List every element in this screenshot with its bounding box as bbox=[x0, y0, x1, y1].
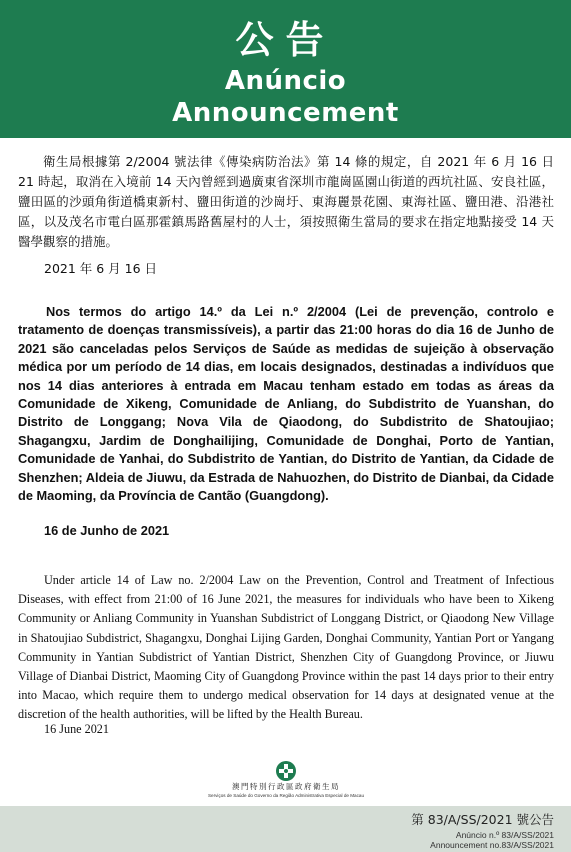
portuguese-date: 16 de Junho de 2021 bbox=[44, 523, 170, 538]
reference-number-portuguese: Anúncio n.º 83/A/SS/2021 bbox=[455, 830, 554, 840]
health-bureau-emblem-icon bbox=[275, 760, 297, 782]
chinese-date: 2021 年 6 月 16 日 bbox=[44, 261, 158, 276]
title-portuguese: Anúncio bbox=[224, 66, 347, 96]
reference-number-english: Announcement no.83/A/SS/2021 bbox=[430, 840, 554, 850]
english-body: Under article 14 of Law no. 2/2004 Law on the Prevention, Control and Treatment of Infectious Diseases, with effect from 21:00 of 16 June 2021, the measures for individuals who have been to Xikeng Community or Anliang Community in Yuanshan Subdistrict of Longgang District, or Qiaodong New Village in Shatoujiao Subdistrict, Shagangxu, Donghai Lijing Garden, Donghai Community, Yantian Port or Yangang Community in Yantian Subdistrict of Yantian District, Shenzhen City of Guangdong Province, or Jiuwu Village of Dianbai District, Maoming City of Guangdong Province within the past 14 days prior to their entry into Macao, which require them to undergo medical observation for 14 days at designated venue at the discretion of the health authorities, will be lifted by the Health Bureau. bbox=[18, 573, 554, 722]
title-english: Announcement bbox=[172, 98, 399, 128]
reference-number-chinese: 第 83/A/SS/2021 號公告 bbox=[411, 812, 554, 827]
english-date: 16 June 2021 bbox=[44, 722, 109, 736]
logo-name-portuguese: Serviços de Saúde do Governo da Região Administrativa Especial de Macau bbox=[207, 793, 365, 798]
portuguese-body: Nos termos do artigo 14.º da Lei n.º 2/2004 (Lei de prevenção, controlo e tratamento de doenças transmissíveis), a partir das 21:00 horas do dia 16 de Junho de 2021 são canceladas pelos Serviços de Saúde as medidas de sujeição à observação médica por um período de 14 dias, em locais designados, destinadas a indivíduos que nos 14 dias anteriores à entrada em Macau tenham estado em todas as áreas da Comunidade de Xikeng, Comunidade de Anliang, do Subdistrito de Yuanshan, do Distrito de Longgang; Nova Vila de Qiaodong, do Subdistrito de Shatoujiao; Shagangxu, Jardim de Donghailijing, Comunidade de Donghai, Porto de Yantian, Comunidade de Yanhai, do Subdistrito de Yantian, do Distrito de Yantian, da Cidade de Shenzhen; Aldeia de Jiuwu, da Estrada de Nahuozhen, do Distrito de Dianbai, da Cidade de Maoming, da Província de Cantão (Guangdong). bbox=[18, 304, 554, 504]
logo-name-chinese: 澳門特別行政區政府衛生局 bbox=[232, 782, 340, 791]
title-chinese: 公告 bbox=[235, 18, 336, 62]
chinese-body: 衛生局根據第 2/2004 號法律《傳染病防治法》第 14 條的規定，自 2021 年 6 月 16 日 21 時起，取消在入境前 14 天內曾經到過廣東省深圳市龍崗區園山街道的西坑社區、安良社區，鹽田區的沙頭角街道橋東新村、鹽田街道的沙崗圩、東海麗景花園、東海社區、鹽田港、沿港社區，以及茂名市電白區那霍鎮馬路舊屋村的人士，須按照衛生當局的要求在指定地點接受 14 天醫學觀察的措施。 bbox=[18, 154, 554, 249]
footer-bar bbox=[0, 806, 571, 852]
health-bureau-logo bbox=[196, 760, 376, 799]
header-banner bbox=[0, 0, 571, 138]
